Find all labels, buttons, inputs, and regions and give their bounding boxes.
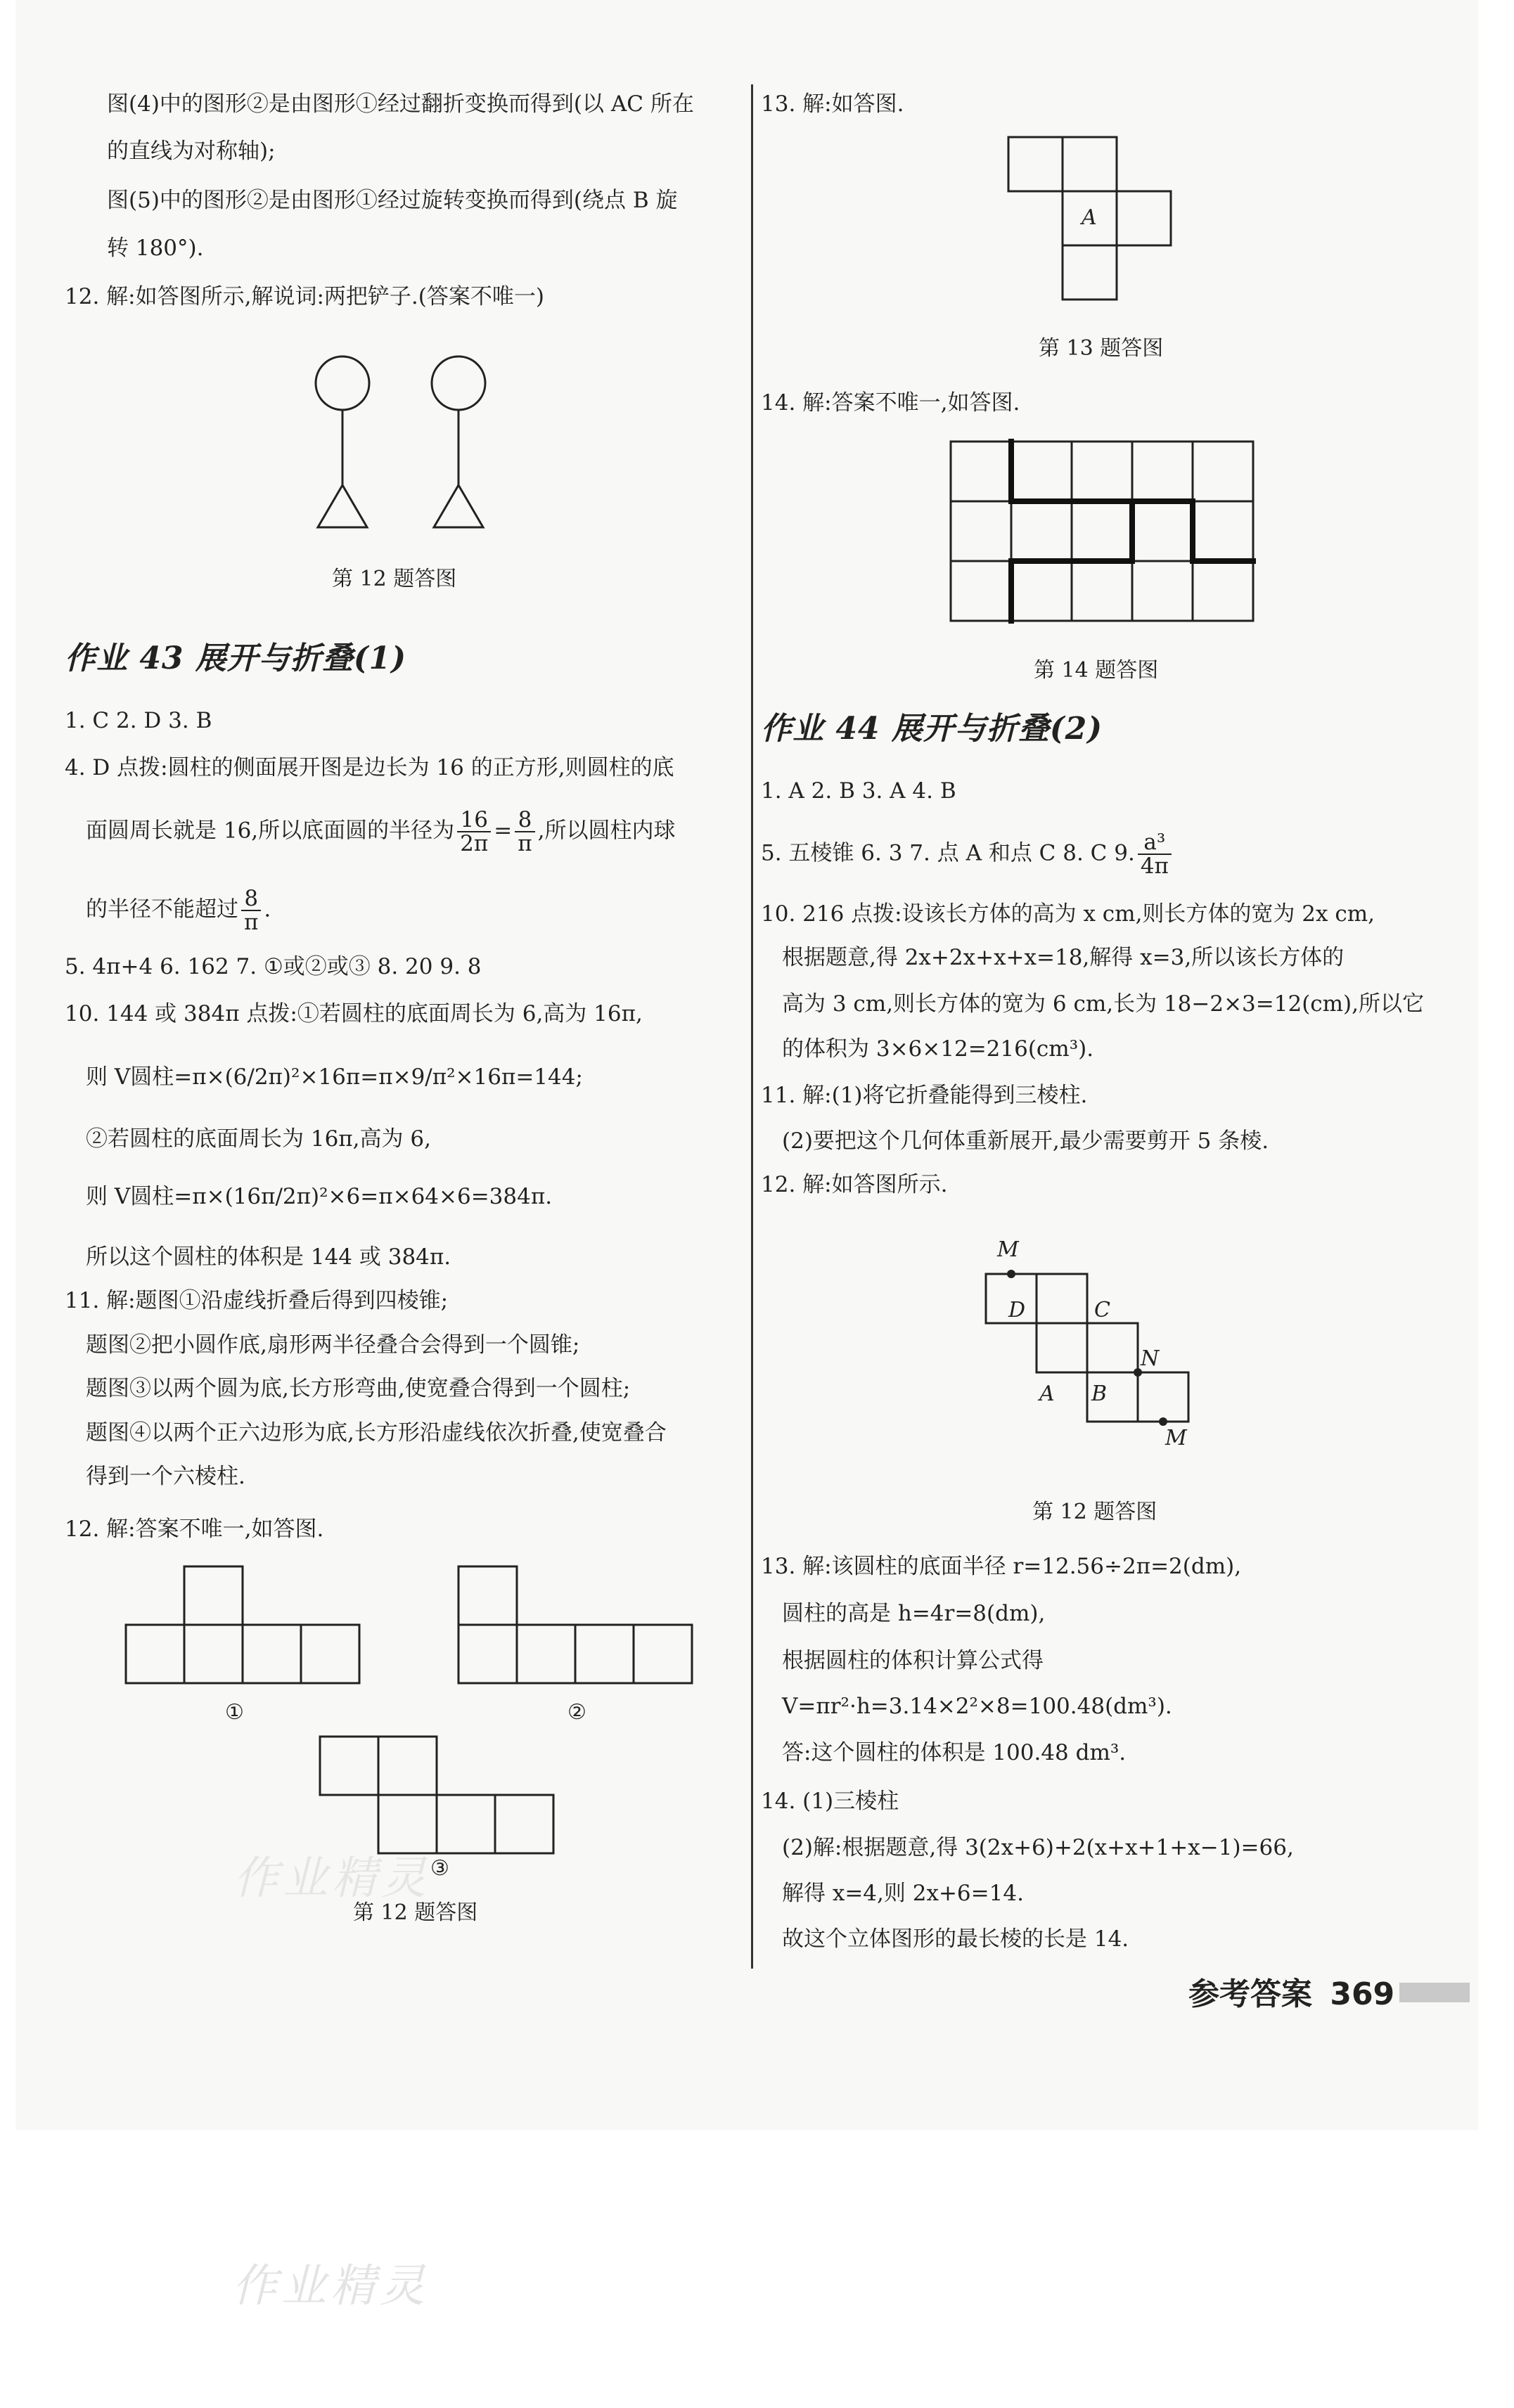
answer-line: V=πr²·h=3.14×2²×8=100.48(dm³). (782, 1694, 1172, 1719)
denominator: 4π (1140, 854, 1169, 879)
denominator: π (244, 910, 259, 935)
answer-line: 5. 4π+4 6. 162 7. ①或②或③ 8. 20 9. 8 (65, 954, 482, 979)
section-title: 作业 43 展开与折叠(1) (65, 640, 407, 676)
watermark: 作业精灵 (233, 1853, 430, 1905)
q12-prism-net-figure (761, 0, 1464, 1547)
point-m-top (1007, 1270, 1015, 1278)
answer-line: 1. C 2. D 3. B (65, 708, 212, 733)
net-3 (320, 1737, 553, 1853)
text-line: 的直线为对称轴); (107, 139, 276, 164)
figure-caption: 第 12 题答图 (1032, 1500, 1157, 1524)
answer-line: 14. 解:答案不唯一,如答图. (761, 390, 1020, 416)
figure-caption: 第 13 题答图 (1039, 336, 1164, 361)
point-label: N (1141, 1346, 1160, 1371)
point-label: D (1008, 1298, 1026, 1322)
answer-line: 答:这个圆柱的体积是 100.48 dm³. (782, 1740, 1127, 1765)
point-m-bottom (1159, 1417, 1167, 1426)
numerator: 16 (457, 809, 491, 832)
point-label: A (1039, 1382, 1055, 1406)
answer-line: 12. 解:如答图所示. (761, 1172, 948, 1197)
answer-line: (2)要把这个几何体重新展开,最少需要剪开 5 条棱. (782, 1128, 1269, 1154)
point-label: M (997, 1237, 1019, 1262)
text-line: 图(4)中的图形②是由图形①经过翻折变换而得到(以 AC 所在 (107, 91, 694, 117)
answer-line: 13. 解:如答图. (761, 91, 904, 117)
section-title: 作业 44 展开与折叠(2) (761, 711, 1103, 747)
page-footer (1188, 1969, 1394, 2014)
answer-line: 故这个立体图形的最长棱的长是 14. (782, 1926, 1129, 1952)
net-2 (458, 1566, 692, 1683)
text-run: ,所以圆柱内球 (537, 818, 676, 844)
answer-line: 题图③以两个圆为底,长方形弯曲,使宽叠合得到一个圆柱; (86, 1376, 631, 1401)
point-label: C (1094, 1298, 1110, 1322)
answer-line: 10. 144 或 384π 点拨:①若圆柱的底面周长为 6,高为 16π, (65, 1001, 643, 1026)
net-number: ③ (430, 1856, 449, 1881)
column-divider (751, 84, 753, 1969)
text-run: . (264, 896, 271, 922)
answer-line: 14. (1)三棱柱 (761, 1789, 899, 1814)
answer-line: 12. 解:答案不唯一,如答图. (65, 1517, 324, 1542)
answer-line: 1. A 2. B 3. A 4. B (761, 778, 956, 804)
footer-bar (1399, 1983, 1470, 2002)
page-sheet (15, 0, 1478, 2130)
denominator: π (518, 831, 532, 856)
answer-line: 的体积为 3×6×12=216(cm³). (782, 1036, 1094, 1062)
answer-line: 所以这个圆柱的体积是 144 或 384π. (86, 1244, 451, 1270)
answer-line: 11. 解:(1)将它折叠能得到三棱柱. (761, 1083, 1088, 1108)
page-number: 369 (1330, 1976, 1395, 2012)
point-label: M (1165, 1426, 1187, 1450)
answer-line: 4. D 点拨:圆柱的侧面展开图是边长为 16 的正方形,则圆柱的底 (65, 755, 674, 780)
text-run: = (494, 818, 513, 844)
watermark: 作业精灵 (232, 2260, 429, 2312)
net-1 (126, 1566, 359, 1683)
answer-line: 根据题意,得 2x+2x+x+x=18,解得 x=3,所以该长方体的 (782, 945, 1345, 970)
answer-line: 13. 解:该圆柱的底面半径 r=12.56÷2π=2(dm), (761, 1554, 1242, 1579)
figure-caption: 第 14 题答图 (1034, 658, 1159, 683)
text-run: 的半径不能超过 (86, 896, 238, 922)
answer-line: (2)解:根据题意,得 3(2x+6)+2(x+x+1+x−1)=66, (782, 1835, 1294, 1860)
numerator: 8 (515, 809, 534, 832)
cube-nets-figure (65, 0, 740, 1969)
question-12-shovels: 12. 解:如答图所示,解说词:两把铲子.(答案不唯一) (65, 284, 544, 309)
footer-label: 参考答案 (1188, 1976, 1312, 2012)
answer-line: ②若圆柱的底面周长为 16π,高为 6, (86, 1126, 431, 1152)
net-number: ① (225, 1700, 244, 1725)
numerator: a³ (1138, 831, 1172, 855)
answer-line: 题图④以两个正六边形为底,长方形沿虚线依次折叠,使宽叠合 (86, 1420, 667, 1446)
answer-line: 根据圆柱的体积计算公式得 (782, 1648, 1044, 1673)
net-number: ② (567, 1700, 586, 1725)
cell-label-a: A (1082, 205, 1097, 230)
point-label: B (1091, 1382, 1108, 1406)
answer-line: 得到一个六棱柱. (86, 1464, 245, 1489)
answer-line: 圆柱的高是 h=4r=8(dm), (782, 1601, 1046, 1626)
text-line: 转 180°). (107, 236, 204, 261)
answer-line: 则 V圆柱=π×(16π/2π)²×6=π×64×6=384π. (86, 1184, 553, 1209)
figure-caption: 第 12 题答图 (353, 1900, 478, 1925)
denominator: 2π (460, 831, 489, 856)
answer-line: 解得 x=4,则 2x+6=14. (782, 1881, 1024, 1906)
numerator: 8 (241, 887, 261, 911)
answer-line: 11. 解:题图①沿虚线折叠后得到四棱锥; (65, 1288, 449, 1313)
text-run: 面圆周长就是 16,所以底面圆的半径为 (86, 818, 455, 844)
answer-line: 则 V圆柱=π×(6/2π)²×16π=π×9/π²×16π=144; (86, 1064, 583, 1090)
answer-line: 高为 3 cm,则长方体的宽为 6 cm,长为 18−2×3=12(cm),所以它 (782, 991, 1424, 1017)
text-line: 图(5)中的图形②是由图形①经过旋转变换而得到(绕点 B 旋 (107, 188, 678, 213)
answer-line: 题图②把小圆作底,扇形两半径叠合会得到一个圆锥; (86, 1332, 580, 1358)
answer-line: 10. 216 点拨:设该长方体的高为 x cm,则长方体的宽为 2x cm, (761, 901, 1375, 927)
figure-caption: 第 12 题答图 (332, 567, 457, 591)
text-run: 5. 五棱锥 6. 3 7. 点 A 和点 C 8. C 9. (761, 840, 1135, 866)
